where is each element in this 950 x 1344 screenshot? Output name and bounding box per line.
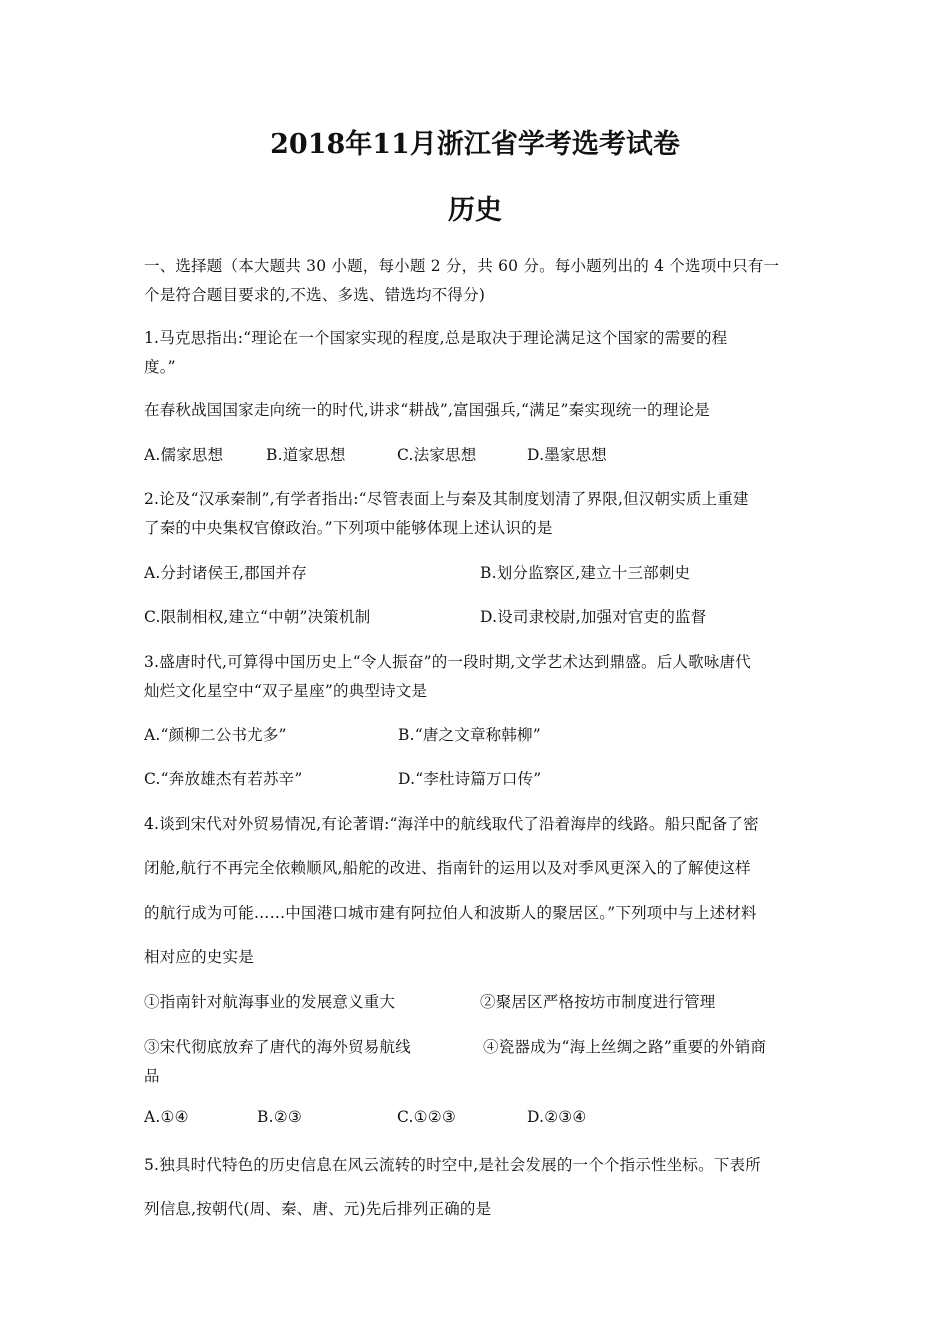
option-d: D.“李杜诗篇万口传” — [398, 770, 542, 788]
question-stem: 1.马克思指出:“理论在一个国家实现的程度,总是取决于理论满足这个国家的需要的程 — [144, 329, 728, 347]
question-stem: 度。” — [144, 358, 176, 376]
question-stem: 的航行成为可能……中国港口城市建有阿拉伯人和波斯人的聚居区。”下列项中与上述材料 — [144, 904, 757, 922]
statement-1: ①指南针对航海事业的发展意义重大 — [144, 993, 396, 1011]
subject-title: 历史 — [448, 195, 502, 226]
option-c: C.“奔放雄杰有若苏辛” — [144, 770, 303, 788]
text-line: 一、选择题（本大题共 30 小题，每小题 2 分，共 60 分。每小题列出的 4 个选项中只有一 — [144, 257, 780, 275]
option-b: B.道家思想 — [266, 446, 346, 464]
option-c: C.法家思想 — [397, 446, 477, 464]
option-b: B.②③ — [257, 1108, 302, 1126]
option-a: A.“颜柳二公书尤多” — [144, 726, 287, 744]
exam-title: 2018年11月浙江省学考选考试卷 — [270, 129, 680, 160]
option-b: B.“唐之文章称韩柳” — [398, 726, 541, 744]
question-stem: 在春秋战国国家走向统一的时代,讲求“耕战”,富国强兵,“满足”秦实现统一的理论是 — [144, 401, 710, 419]
option-d: D.墨家思想 — [527, 446, 608, 464]
question-stem: 2.论及“汉承秦制”,有学者指出:“尽管表面上与秦及其制度划清了界限,但汉朝实质上重建 — [144, 490, 749, 508]
question-stem: 4.谈到宋代对外贸易情况,有论著谓:“海洋中的航线取代了沿着海岸的线路。船只配备了密 — [144, 815, 759, 833]
question-stem: 了秦的中央集权官僚政治。”下列项中能够体现上述认识的是 — [144, 519, 553, 537]
option-c: C.限制相权,建立“中朝”决策机制 — [144, 608, 371, 626]
option-a: A.①④ — [144, 1108, 189, 1126]
question-stem: 相对应的史实是 — [144, 948, 254, 966]
text-line: 个是符合题目要求的,不选、多选、错选均不得分) — [144, 286, 486, 304]
question-stem: 列信息,按朝代(周、秦、唐、元)先后排列正确的是 — [144, 1200, 492, 1218]
option-a: A.儒家思想 — [144, 446, 224, 464]
statement-3: ③宋代彻底放弃了唐代的海外贸易航线 — [144, 1038, 411, 1056]
option-a: A.分封诸侯王,郡国并存 — [144, 564, 307, 582]
option-c: C.①②③ — [397, 1108, 456, 1126]
question-stem: 灿烂文化星空中“双子星座”的典型诗文是 — [144, 682, 428, 700]
option-d: D.②③④ — [527, 1108, 587, 1126]
statement-4: ④瓷器成为“海上丝绸之路”重要的外销商 — [483, 1038, 767, 1056]
statement-2: ②聚居区严格按坊市制度进行管理 — [480, 993, 716, 1011]
option-b: B.划分监察区,建立十三部刺史 — [480, 564, 691, 582]
option-d: D.设司隶校尉,加强对官吏的监督 — [480, 608, 707, 626]
question-stem: 闭舱,航行不再完全依赖顺风,船舵的改进、指南针的运用以及对季风更深入的了解使这样 — [144, 859, 751, 877]
statement-4-cont: 品 — [144, 1067, 160, 1085]
question-stem: 5.独具时代特色的历史信息在风云流转的时空中,是社会发展的一个个指示性坐标。下表所 — [144, 1156, 761, 1174]
question-stem: 3.盛唐时代,可算得中国历史上“令人振奋”的一段时期,文学艺术达到鼎盛。后人歌咏唐代 — [144, 653, 751, 671]
